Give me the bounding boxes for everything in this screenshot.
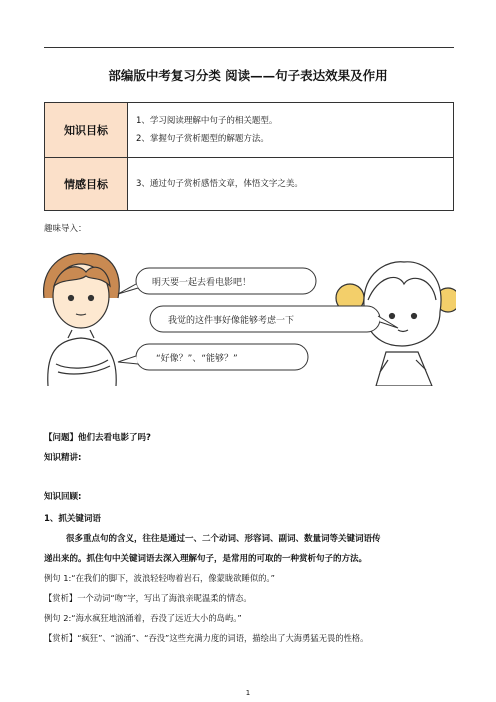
cartoon-illustration xyxy=(38,246,456,386)
speech-bubble-1 xyxy=(118,268,316,294)
header-rule xyxy=(44,47,454,48)
knowledge-review-heading: 知识回顾: xyxy=(44,492,82,502)
bubble-text-1: 明天要一起去看电影吧！ xyxy=(152,278,252,288)
section-paragraph-line: 很多重点句的含义，往往是通过一、二个动词、形容词、副词、数量词等关键词语传 xyxy=(66,534,381,544)
example-sentence: 例句 1:“在我们的脚下，波浪轻轻吻着岩石，像蒙眬欲睡似的。” xyxy=(44,573,275,583)
page-title: 部编版中考复习分类 阅读——句子表达效果及作用 xyxy=(108,68,388,83)
question: 【问题】他们去看电影了吗? xyxy=(44,433,151,443)
knowledge-goal-label: 知识目标 xyxy=(45,103,128,158)
emotion-goal-item: 3、通过句子赏析感悟文章，体悟文字之美。 xyxy=(128,158,454,211)
speech-bubble-3 xyxy=(118,344,308,370)
section-paragraph-line: 递出来的。抓住句中关键词语去深入理解句子，是常用的可取的一种赏析句子的方法。 xyxy=(44,554,368,564)
emotion-goal-label: 情感目标 xyxy=(45,158,128,211)
speech-bubble-2 xyxy=(150,306,398,332)
section-heading: 1、抓关键词语 xyxy=(44,514,101,524)
bubble-text-2: 我觉的这件事好像能够考虑一下 xyxy=(168,316,295,326)
knowledge-goal-items xyxy=(128,103,454,158)
example-sentence: 例句 2:“海水疯狂地汹涌着，吞没了远近大小的岛屿。” xyxy=(44,613,242,623)
objectives-table xyxy=(44,102,454,211)
boy-illustration xyxy=(44,253,120,386)
appreciation-text: 【赏析】“疯狂”、“汹涌”、“吞没”这些充满力度的词语，描绘出了大海勇猛无畏的性格。 xyxy=(44,633,369,643)
knowledge-explain-heading: 知识精讲: xyxy=(44,453,82,463)
intro-label: 趣味导入： xyxy=(44,224,87,234)
bubble-text-3: “好像？”、“能够？” xyxy=(156,354,238,364)
appreciation-text: 【赏析】一个动词“吻”字，写出了海浪亲昵温柔的情态。 xyxy=(44,593,252,603)
knowledge-goal-item: 1、学习阅读理解中句子的相关题型。 xyxy=(136,116,278,126)
page-number: 1 xyxy=(245,689,251,697)
knowledge-goal-item: 2、掌握句子赏析题型的解题方法。 xyxy=(136,134,269,144)
